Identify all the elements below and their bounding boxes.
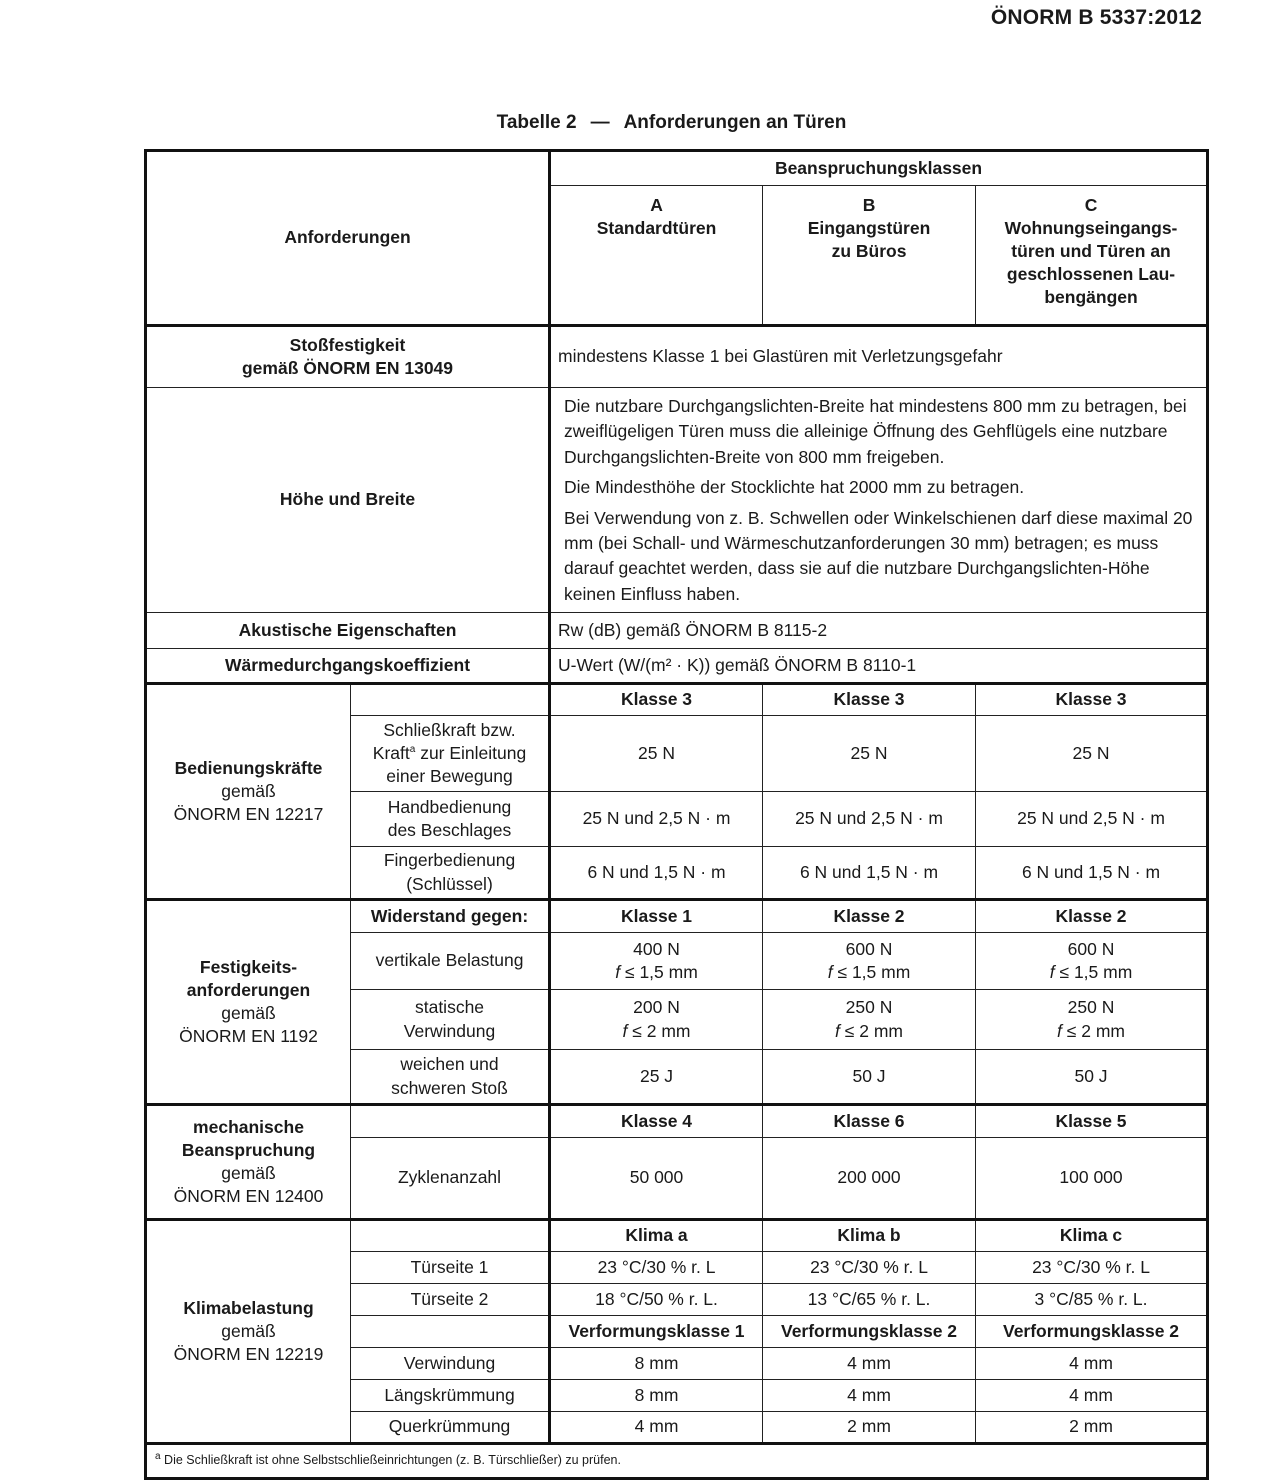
table-title: [0, 112, 1280, 134]
stossfestigkeit-value: mindestens Klasse 1 bei Glastüren mit Verletzungsgefahr: [550, 326, 1208, 388]
class-b-letter: B: [862, 195, 876, 215]
festigkeit-force: 250 N: [845, 997, 893, 1018]
header-class-c: [976, 186, 1208, 326]
bedienung-label-line: Schließkraft bzw.: [383, 719, 516, 740]
header-anforderungen: Anforderungen: [146, 151, 550, 326]
bedienung-group-title: Bedienungskräfte: [174, 757, 323, 778]
klima-deform-class: Verformungsklasse 1: [550, 1316, 763, 1348]
bedienung-label-line: Fingerbedienung: [383, 850, 516, 871]
waerme-label: Wärmedurchgangskoeffizient: [146, 649, 550, 684]
hoehe-breite-paragraph: Bei Verwendung von z. B. Schwellen oder Winkelschienen darf diese maximal 20 mm (bei Schall- und Wärmeschutzanforderungen 30 mm) betragen; es muss darauf geachtet werden, dass sie auf die nutzbare Durchgangslichten-Höhe keinen Einfluss haben.: [564, 507, 1193, 604]
festigkeit-group: [146, 900, 351, 1105]
class-c-letter: C: [1084, 195, 1098, 215]
festigkeit-group-title: Festigkeits-: [199, 956, 298, 977]
bedienung-group: [146, 684, 351, 900]
klima-group-title: Klimabelastung: [183, 1297, 314, 1318]
mechanisch-class-c: Klasse 5: [976, 1105, 1208, 1138]
festigkeit-force: 250 N: [1067, 997, 1115, 1018]
klima-deform-value: 4 mm: [976, 1380, 1208, 1412]
klima-deform-value: 4 mm: [763, 1348, 976, 1380]
bedienung-label-text: zur Einleitung: [420, 742, 527, 763]
bedienung-group-line: ÖNORM EN 12217: [173, 804, 324, 825]
deflection-symbol: f: [622, 1020, 628, 1041]
class-a-name: Standardtüren: [596, 218, 717, 239]
class-b-line: Eingangstüren: [807, 218, 931, 239]
document-id: ÖNORM B 5337:2012: [990, 6, 1202, 29]
class-c-line: Wohnungseingangs-: [1004, 218, 1178, 239]
festigkeit-class-c: Klasse 2: [976, 900, 1208, 933]
mechanisch-head-empty: [351, 1105, 550, 1138]
class-c-line: türen und Türen an: [1011, 241, 1171, 262]
hoehe-breite-paragraph: Die Mindesthöhe der Stocklichte hat 2000 mm zu betragen.: [564, 477, 1025, 498]
festigkeit-force: 200 N: [633, 997, 680, 1018]
stossfestigkeit-line: Stoßfestigkeit: [289, 334, 406, 355]
festigkeit-class-a: Klasse 1: [550, 900, 763, 933]
mechanisch-group-line: gemäß: [221, 1163, 276, 1183]
mechanisch-class-b: Klasse 6: [763, 1105, 976, 1138]
festigkeit-value: [550, 990, 763, 1050]
festigkeit-value: [976, 990, 1208, 1050]
bedienung-row-label: [351, 716, 550, 792]
bedienung-label-text: Kraft: [372, 742, 410, 763]
mechanisch-group-title: Beanspruchung: [181, 1139, 316, 1160]
mechanisch-value: 50 000: [550, 1138, 763, 1220]
akustik-label: Akustische Eigenschaften: [146, 613, 550, 649]
hoehe-breite-label: Höhe und Breite: [146, 388, 550, 613]
bedienung-label-line: [357, 742, 542, 765]
klima-climate-c: Klima c: [976, 1220, 1208, 1252]
bedienung-value: 25 N: [550, 716, 763, 792]
festigkeit-deflection: f ≤ 2 mm: [622, 1020, 691, 1041]
festigkeit-value: [763, 990, 976, 1050]
requirements-table: [144, 149, 1209, 1480]
klima-group-line: ÖNORM EN 12219: [173, 1344, 324, 1365]
klima-side-label: Türseite 1: [351, 1252, 550, 1284]
mechanisch-group: [146, 1105, 351, 1220]
deflection-symbol: f: [615, 962, 621, 982]
header-beanspruchungsklassen: Beanspruchungsklassen: [550, 151, 1208, 186]
klima-deform-value: 2 mm: [976, 1412, 1208, 1444]
festigkeit-class-b: Klasse 2: [763, 900, 976, 933]
klima-side-value: 23 °C/30 % r. L: [550, 1252, 763, 1284]
festigkeit-force: 600 N: [1067, 938, 1115, 959]
bedienung-label-line: (Schlüssel): [406, 873, 493, 894]
deflection-symbol: f: [835, 1020, 840, 1041]
hoehe-breite-text: [550, 388, 1208, 613]
festigkeit-value: 50 J: [763, 1050, 976, 1105]
klima-deform-label: Querkrümmung: [351, 1412, 550, 1444]
klima-group: [146, 1220, 351, 1444]
festigkeit-row-label: [351, 1050, 550, 1105]
bedienung-value: 6 N und 1,5 N · m: [976, 847, 1208, 900]
klima-deform-value: 4 mm: [763, 1380, 976, 1412]
bedienung-label-line: einer Bewegung: [386, 766, 513, 787]
festigkeit-row-label: [351, 990, 550, 1050]
festigkeit-deflection: f ≤ 2 mm: [835, 1020, 903, 1041]
class-c-line: bengängen: [1044, 287, 1138, 308]
klima-side-value: 13 °C/65 % r. L.: [763, 1284, 976, 1316]
bedienung-class-a: Klasse 3: [550, 684, 763, 716]
klima-side-value: 23 °C/30 % r. L: [976, 1252, 1208, 1284]
festigkeit-group-line: ÖNORM EN 1192: [179, 1026, 318, 1047]
klima-deform-value: 2 mm: [763, 1412, 976, 1444]
bedienung-label-line: Handbedienung: [387, 796, 512, 817]
klima-deform-class: Verformungsklasse 2: [763, 1316, 976, 1348]
festigkeit-row-label: vertikale Belastung: [351, 933, 550, 990]
festigkeit-value: 50 J: [976, 1050, 1208, 1105]
festigkeit-label-line: schweren Stoß: [391, 1077, 508, 1098]
festigkeit-value: [763, 933, 976, 990]
bedienung-class-c: Klasse 3: [976, 684, 1208, 716]
bedienung-value: 25 N: [976, 716, 1208, 792]
class-c-line: geschlossenen Lau-: [1006, 264, 1176, 285]
klima-head-empty: [351, 1220, 550, 1252]
klima-climate-a: Klima a: [550, 1220, 763, 1252]
bedienung-row-label: [351, 847, 550, 900]
footnote-mark: a: [155, 1451, 161, 1462]
hoehe-breite-paragraph: Die nutzbare Durchgangslichten-Breite hat mindestens 800 mm zu betragen, bei zweiflügeligen Türen muss die alleinige Öffnung des Gehflügels eine nutzbare Durchgangslichten-Breite von 800 mm freigeben.: [564, 396, 1187, 467]
klima-deform-label: Verwindung: [351, 1348, 550, 1380]
header-class-a: [550, 186, 763, 326]
klima-side-value: 3 °C/85 % r. L.: [976, 1284, 1208, 1316]
festigkeit-label-line: weichen und: [400, 1054, 499, 1075]
mechanisch-class-a: Klasse 4: [550, 1105, 763, 1138]
mechanisch-row-label: Zyklenanzahl: [351, 1138, 550, 1220]
bedienung-group-line: gemäß: [221, 780, 276, 801]
bedienung-value: 25 N: [763, 716, 976, 792]
deflection-symbol: f: [1057, 1020, 1062, 1041]
festigkeit-value: [976, 933, 1208, 990]
klima-deform-value: 4 mm: [976, 1348, 1208, 1380]
klima-side-value: 18 °C/50 % r. L.: [550, 1284, 763, 1316]
klima-deform-value: 8 mm: [550, 1348, 763, 1380]
header-class-b: [763, 186, 976, 326]
bedienung-value: 25 N und 2,5 N · m: [976, 792, 1208, 847]
footnote-mark: a: [409, 744, 416, 756]
table-title-label: Tabelle 2: [496, 112, 577, 133]
bedienung-value: 25 N und 2,5 N · m: [763, 792, 976, 847]
festigkeit-force: 600 N: [845, 938, 893, 959]
festigkeit-force: 400 N: [633, 938, 680, 959]
mechanisch-group-line: ÖNORM EN 12400: [173, 1186, 324, 1207]
festigkeit-group-title: anforderungen: [186, 979, 311, 1000]
festigkeit-value: 25 J: [550, 1050, 763, 1105]
akustik-value: Rw (dB) gemäß ÖNORM B 8115-2: [550, 613, 1208, 649]
klima-deform-head-empty: [351, 1316, 550, 1348]
klima-deform-class: Verformungsklasse 2: [976, 1316, 1208, 1348]
bedienung-value: 6 N und 1,5 N · m: [550, 847, 763, 900]
festigkeit-group-line: gemäß: [221, 1003, 276, 1023]
festigkeit-value: [550, 933, 763, 990]
festigkeit-deflection: f ≤ 1,5 mm: [827, 962, 911, 982]
table-footnote: [146, 1444, 1208, 1479]
bedienung-head-empty: [351, 684, 550, 716]
bedienung-label-line: des Beschlages: [387, 820, 512, 840]
deflection-symbol: f: [1049, 962, 1055, 982]
festigkeit-deflection: f ≤ 1,5 mm: [1049, 962, 1133, 982]
klima-deform-value: 4 mm: [550, 1412, 763, 1444]
footnote-text: Die Schließkraft ist ohne Selbstschließeinrichtungen (z. B. Türschließer) zu prüfen.: [164, 1453, 621, 1468]
mechanisch-value: 200 000: [763, 1138, 976, 1220]
class-a-letter: A: [650, 195, 663, 215]
waerme-value: U-Wert (W/(m² · K)) gemäß ÖNORM B 8110-1: [550, 649, 1208, 684]
table-title-text: Anforderungen an Türen: [623, 112, 847, 133]
stossfestigkeit-label: [146, 326, 550, 388]
mechanisch-group-title: mechanische: [193, 1116, 304, 1137]
table-title-dash: —: [590, 112, 610, 133]
stossfestigkeit-line: gemäß ÖNORM EN 13049: [241, 358, 454, 378]
klima-climate-b: Klima b: [763, 1220, 976, 1252]
mechanisch-value: 100 000: [976, 1138, 1208, 1220]
class-b-line: zu Büros: [831, 241, 907, 262]
klima-deform-label: Längskrümmung: [351, 1380, 550, 1412]
klima-side-label: Türseite 2: [351, 1284, 550, 1316]
festigkeit-label-line: statische: [414, 997, 485, 1018]
bedienung-row-label: [351, 792, 550, 847]
klima-group-line: gemäß: [221, 1320, 276, 1341]
festigkeit-deflection: f ≤ 1,5 mm: [615, 962, 698, 982]
festigkeit-deflection: f ≤ 2 mm: [1057, 1020, 1125, 1041]
bedienung-value: 25 N und 2,5 N · m: [550, 792, 763, 847]
klima-side-value: 23 °C/30 % r. L: [763, 1252, 976, 1284]
festigkeit-label-line: Verwindung: [403, 1020, 496, 1041]
klima-deform-value: 8 mm: [550, 1380, 763, 1412]
festigkeit-head-label: Widerstand gegen:: [351, 900, 550, 933]
deflection-symbol: f: [827, 962, 833, 982]
bedienung-class-b: Klasse 3: [763, 684, 976, 716]
bedienung-value: 6 N und 1,5 N · m: [763, 847, 976, 900]
